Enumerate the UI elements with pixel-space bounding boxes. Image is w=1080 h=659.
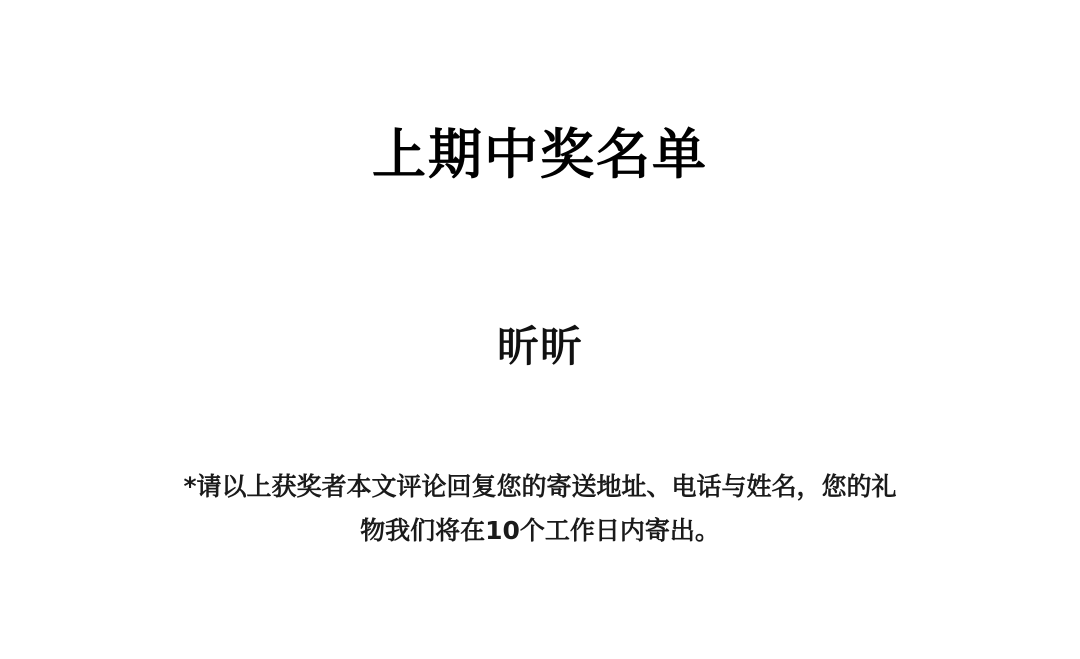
page-title: 上期中奖名单 <box>372 123 708 187</box>
instruction-note: *请以上获奖者本文评论回复您的寄送地址、电话与姓名，您的礼物我们将在10个工作日内寄出。 <box>183 472 897 545</box>
winner-name: 昕昕 <box>496 322 583 371</box>
